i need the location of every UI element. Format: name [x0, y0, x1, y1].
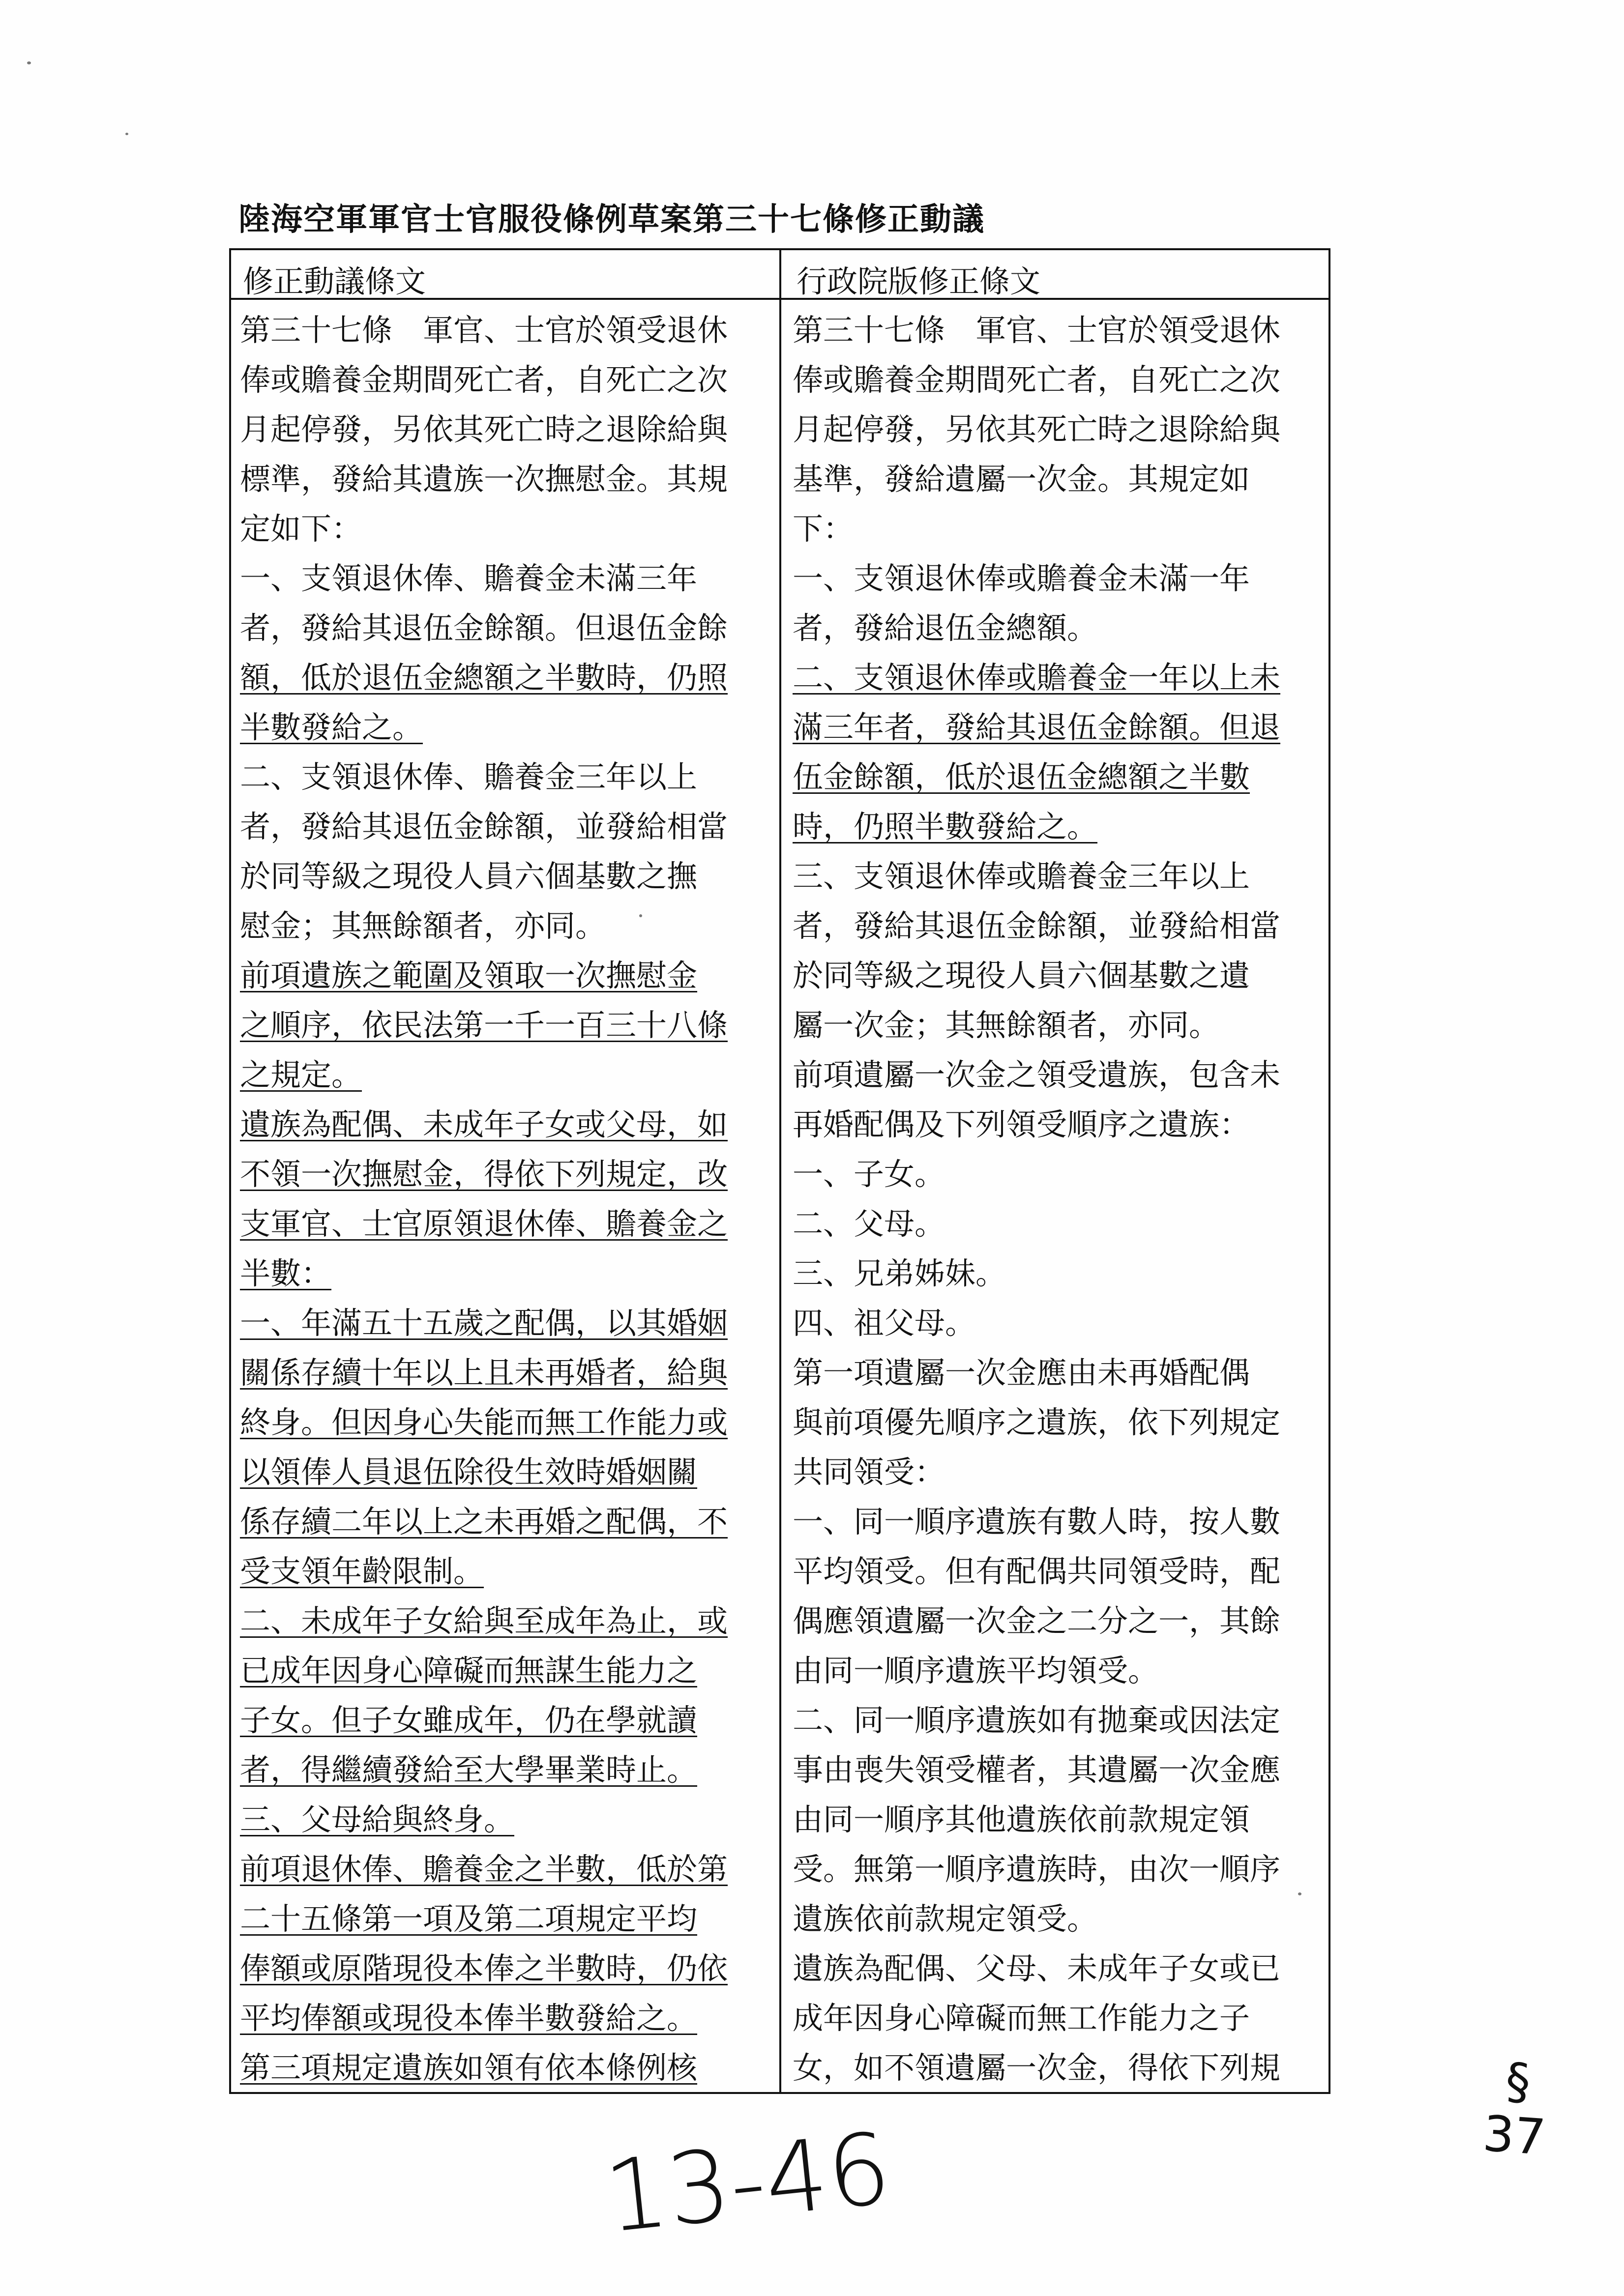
right-text-line: 成年因身心障礙而無工作能力之子 — [793, 2000, 1250, 2036]
right-text-line: 月起停發，另依其死亡時之退除給與 — [793, 411, 1281, 447]
left-text-line: 者，發給其退伍金餘額，並發給相當 — [240, 809, 728, 844]
right-text-line: 三、支領退休俸或贍養金三年以上 — [793, 858, 1250, 894]
left-text-line: 平均俸額或現役本俸半數發給之。 — [240, 2000, 698, 2036]
right-text-line: 平均領受。但有配偶共同領受時，配 — [793, 1553, 1281, 1589]
left-text-line: 支軍官、士官原領退休俸、贍養金之 — [240, 1206, 728, 1242]
scan-speck — [639, 914, 642, 917]
comparison-table — [229, 248, 1330, 2094]
right-text-line: 事由喪失領受權者，其遺屬一次金應 — [793, 1752, 1281, 1788]
right-text-line: 者，發給其退伍金餘額，並發給相當 — [793, 908, 1281, 944]
left-text-line: 遺族為配偶、未成年子女或父母，如 — [240, 1106, 728, 1142]
left-text-line: 第三項規定遺族如領有依本條例核 — [240, 2050, 698, 2086]
right-text-line: 時，仍照半數發給之。 — [793, 809, 1098, 844]
right-text-line: 俸或贍養金期間死亡者，自死亡之次 — [793, 362, 1281, 398]
right-text-line: 四、祖父母。 — [793, 1305, 976, 1341]
right-column-header: 行政院版修正條文 — [797, 263, 1041, 299]
left-text-line: 二、支領退休俸、贍養金三年以上 — [240, 759, 698, 795]
right-text-line: 者，發給退伍金總額。 — [793, 610, 1098, 646]
right-text-line: 於同等級之現役人員六個基數之遺 — [793, 958, 1250, 993]
right-text-line: 一、子女。 — [793, 1156, 945, 1192]
right-text-line: 再婚配偶及下列領受順序之遺族： — [793, 1106, 1250, 1142]
left-text-line: 半數： — [240, 1255, 332, 1291]
right-text-line: 遺族為配偶、父母、未成年子女或已 — [793, 1950, 1281, 1986]
section-number: 37 — [1481, 2104, 1548, 2167]
left-text-line: 慰金；其無餘額者，亦同。 — [240, 908, 606, 944]
left-text-line: 第三十七條 軍官、士官於領受退休 — [240, 312, 728, 348]
left-text-line: 已成年因身心障礙而無謀生能力之 — [240, 1653, 698, 1688]
right-text-line: 前項遺屬一次金之領受遺族，包含未 — [793, 1057, 1281, 1093]
handwritten-page-number: 13-46 — [599, 2111, 896, 2255]
left-text-line: 俸或贍養金期間死亡者，自死亡之次 — [240, 362, 728, 398]
section-sign: § — [1504, 2052, 1533, 2111]
right-text-line: 一、支領退休俸或贍養金未滿一年 — [793, 560, 1250, 596]
left-text-line: 之順序，依民法第一千一百三十八條 — [240, 1007, 728, 1043]
right-text-line: 偶應領遺屬一次金之二分之一，其餘 — [793, 1603, 1281, 1639]
handwritten-side-note — [1481, 2053, 1551, 2165]
right-text-line: 二、同一順序遺族如有拋棄或因法定 — [793, 1702, 1281, 1738]
right-text-line: 第三十七條 軍官、士官於領受退休 — [793, 312, 1281, 348]
left-text-line: 標準，發給其遺族一次撫慰金。其規 — [240, 461, 728, 497]
right-text-line: 遺族依前款規定領受。 — [793, 1901, 1098, 1937]
left-text-line: 者，得繼續發給至大學畢業時止。 — [240, 1752, 698, 1788]
right-text-line: 共同領受： — [793, 1454, 945, 1490]
right-text-line: 下： — [793, 511, 854, 547]
left-column-header: 修正動議條文 — [243, 263, 426, 299]
scan-speck — [125, 133, 128, 135]
left-text-line: 一、支領退休俸、贍養金未滿三年 — [240, 560, 698, 596]
left-text-line: 子女。但子女雖成年，仍在學就讀 — [240, 1702, 698, 1738]
left-text-line: 終身。但因身心失能而無工作能力或 — [240, 1404, 728, 1440]
right-text-line: 滿三年者，發給其退伍金餘額。但退 — [793, 709, 1281, 745]
left-text-line: 半數發給之。 — [240, 709, 423, 745]
left-text-line: 額，低於退伍金總額之半數時，仍照 — [240, 660, 728, 696]
left-text-line: 之規定。 — [240, 1057, 362, 1093]
left-text-line: 二、未成年子女給與至成年為止，或 — [240, 1603, 728, 1639]
left-text-line: 俸額或原階現役本俸之半數時，仍依 — [240, 1950, 728, 1986]
right-text-line: 二、父母。 — [793, 1206, 945, 1242]
left-text-line: 不領一次撫慰金，得依下列規定，改 — [240, 1156, 728, 1192]
scan-speck — [1298, 1892, 1301, 1895]
left-text-line: 關係存續十年以上且未再婚者，給與 — [240, 1355, 728, 1391]
right-text-line: 基準，發給遺屬一次金。其規定如 — [793, 461, 1250, 497]
left-column-text — [240, 305, 776, 2093]
right-text-line: 二、支領退休俸或贍養金一年以上未 — [793, 660, 1281, 696]
left-text-line: 月起停發，另依其死亡時之退除給與 — [240, 411, 728, 447]
scan-speck — [27, 61, 31, 64]
left-text-line: 以領俸人員退伍除役生效時婚姻關 — [240, 1454, 698, 1490]
right-text-line: 受。無第一順序遺族時，由次一順序 — [793, 1851, 1281, 1887]
left-text-line: 前項退休俸、贍養金之半數，低於第 — [240, 1851, 728, 1887]
left-text-line: 者，發給其退伍金餘額。但退伍金餘 — [240, 610, 728, 646]
left-text-line: 受支領年齡限制。 — [240, 1553, 484, 1589]
left-text-line: 一、年滿五十五歲之配偶，以其婚姻 — [240, 1305, 728, 1341]
left-text-line: 三、父母給與終身。 — [240, 1802, 515, 1837]
left-text-line: 係存續二年以上之未再婚之配偶，不 — [240, 1504, 728, 1540]
right-text-line: 與前項優先順序之遺族，依下列規定 — [793, 1404, 1281, 1440]
document-title: 陸海空軍軍官士官服役條例草案第三十七條修正動議 — [238, 201, 985, 238]
right-text-line: 伍金餘額，低於退伍金總額之半數 — [793, 759, 1250, 795]
left-text-line: 於同等級之現役人員六個基數之撫 — [240, 858, 698, 894]
right-text-line: 屬一次金；其無餘額者，亦同。 — [793, 1007, 1220, 1043]
left-text-line: 定如下： — [240, 511, 362, 547]
right-column-text — [793, 305, 1329, 2093]
right-text-line: 第一項遺屬一次金應由未再婚配偶 — [793, 1355, 1250, 1391]
right-text-line: 三、兄弟姊妹。 — [793, 1255, 1006, 1291]
right-text-line: 由同一順序其他遺族依前款規定領 — [793, 1802, 1250, 1837]
left-text-line: 二十五條第一項及第二項規定平均 — [240, 1901, 698, 1937]
left-text-line: 前項遺族之範圍及領取一次撫慰金 — [240, 958, 698, 993]
right-text-line: 由同一順序遺族平均領受。 — [793, 1653, 1159, 1688]
right-text-line: 女，如不領遺屬一次金，得依下列規 — [793, 2050, 1281, 2086]
column-divider — [779, 250, 781, 2092]
right-text-line: 一、同一順序遺族有數人時，按人數 — [793, 1504, 1281, 1540]
